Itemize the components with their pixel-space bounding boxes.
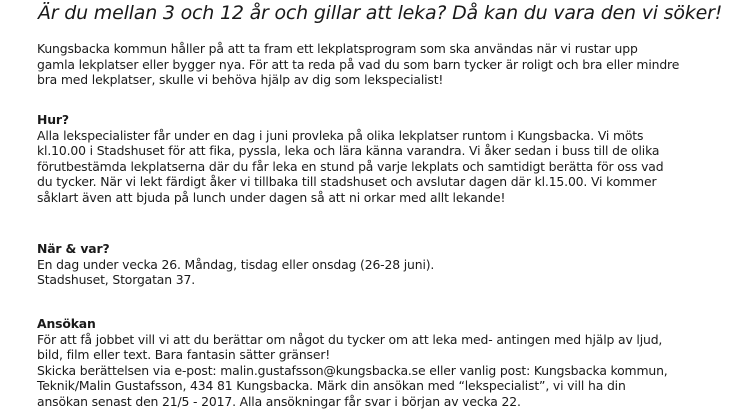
section-heading-nar-var: När & var? <box>37 241 110 256</box>
intro-line: bra med lekplatser, skulle vi behöva hjälp av dig som lekspecialist! <box>37 72 444 88</box>
ansokan-line: Teknik/Malin Gustafsson, 434 81 Kungsbacka. Märk din ansökan med “lekspecialist”, vi vill ha din <box>37 378 626 394</box>
nar-line: En dag under vecka 26. Måndag, tisdag eller onsdag (26-28 juni). <box>37 256 435 272</box>
hur-line: kl.10.00 i Stadshuset för att fika, pyssla, leka och lära känna varandra. Vi åker sedan i buss till de olika <box>37 143 660 159</box>
section-ansokan <box>37 316 668 410</box>
ansokan-line: bild, film eller text. Bara fantasin sätter gränser! <box>37 347 331 363</box>
ansokan-line: Skicka berättelsen via e-post: malin.gustafsson@kungsbacka.se eller vanlig post: Kungsbacka kommun, <box>37 362 668 378</box>
ansokan-line: För att få jobbet vill vi att du berättar om något du tycker om att leka med- antingen med hjälp av ljud, <box>37 331 663 347</box>
section-heading-ansokan: Ansökan <box>37 316 96 331</box>
ansokan-line: ansökan senast den 21/5 - 2017. Alla ansökningar får svar i början av vecka 22. <box>37 393 521 409</box>
section-heading-hur: Hur? <box>37 112 69 127</box>
hur-line: såklart även att bjuda på lunch under dagen så att ni orkar med allt lekande! <box>37 189 506 205</box>
section-nar-var <box>37 241 434 288</box>
headline: Är du mellan 3 och 12 år och gillar att leka? Då kan du vara den vi söker! <box>38 2 723 24</box>
hur-line: förutbestämda lekplatserna där du får leka en stund på varje lekplats och samtidigt berätta för oss vad <box>37 158 664 174</box>
hur-line: du tycker. När vi lekt färdigt åker vi tillbaka till stadshuset och avslutar dagen där kl.15.00. Vi kommer <box>37 174 657 190</box>
intro-line: gamla lekplatser eller bygger nya. För att ta reda på vad du som barn tycker är roligt och bra eller mindre <box>37 56 680 72</box>
intro-paragraph <box>37 41 679 88</box>
nar-line: Stadshuset, Storgatan 37. <box>37 272 195 288</box>
section-hur <box>37 112 663 206</box>
intro-line: Kungsbacka kommun håller på att ta fram ett lekplatsprogram som ska användas när vi rustar upp <box>37 41 638 56</box>
hur-line: Alla lekspecialister får under en dag i juni provleka på olika lekplatser runtom i Kungsbacka. Vi möts <box>37 127 644 143</box>
